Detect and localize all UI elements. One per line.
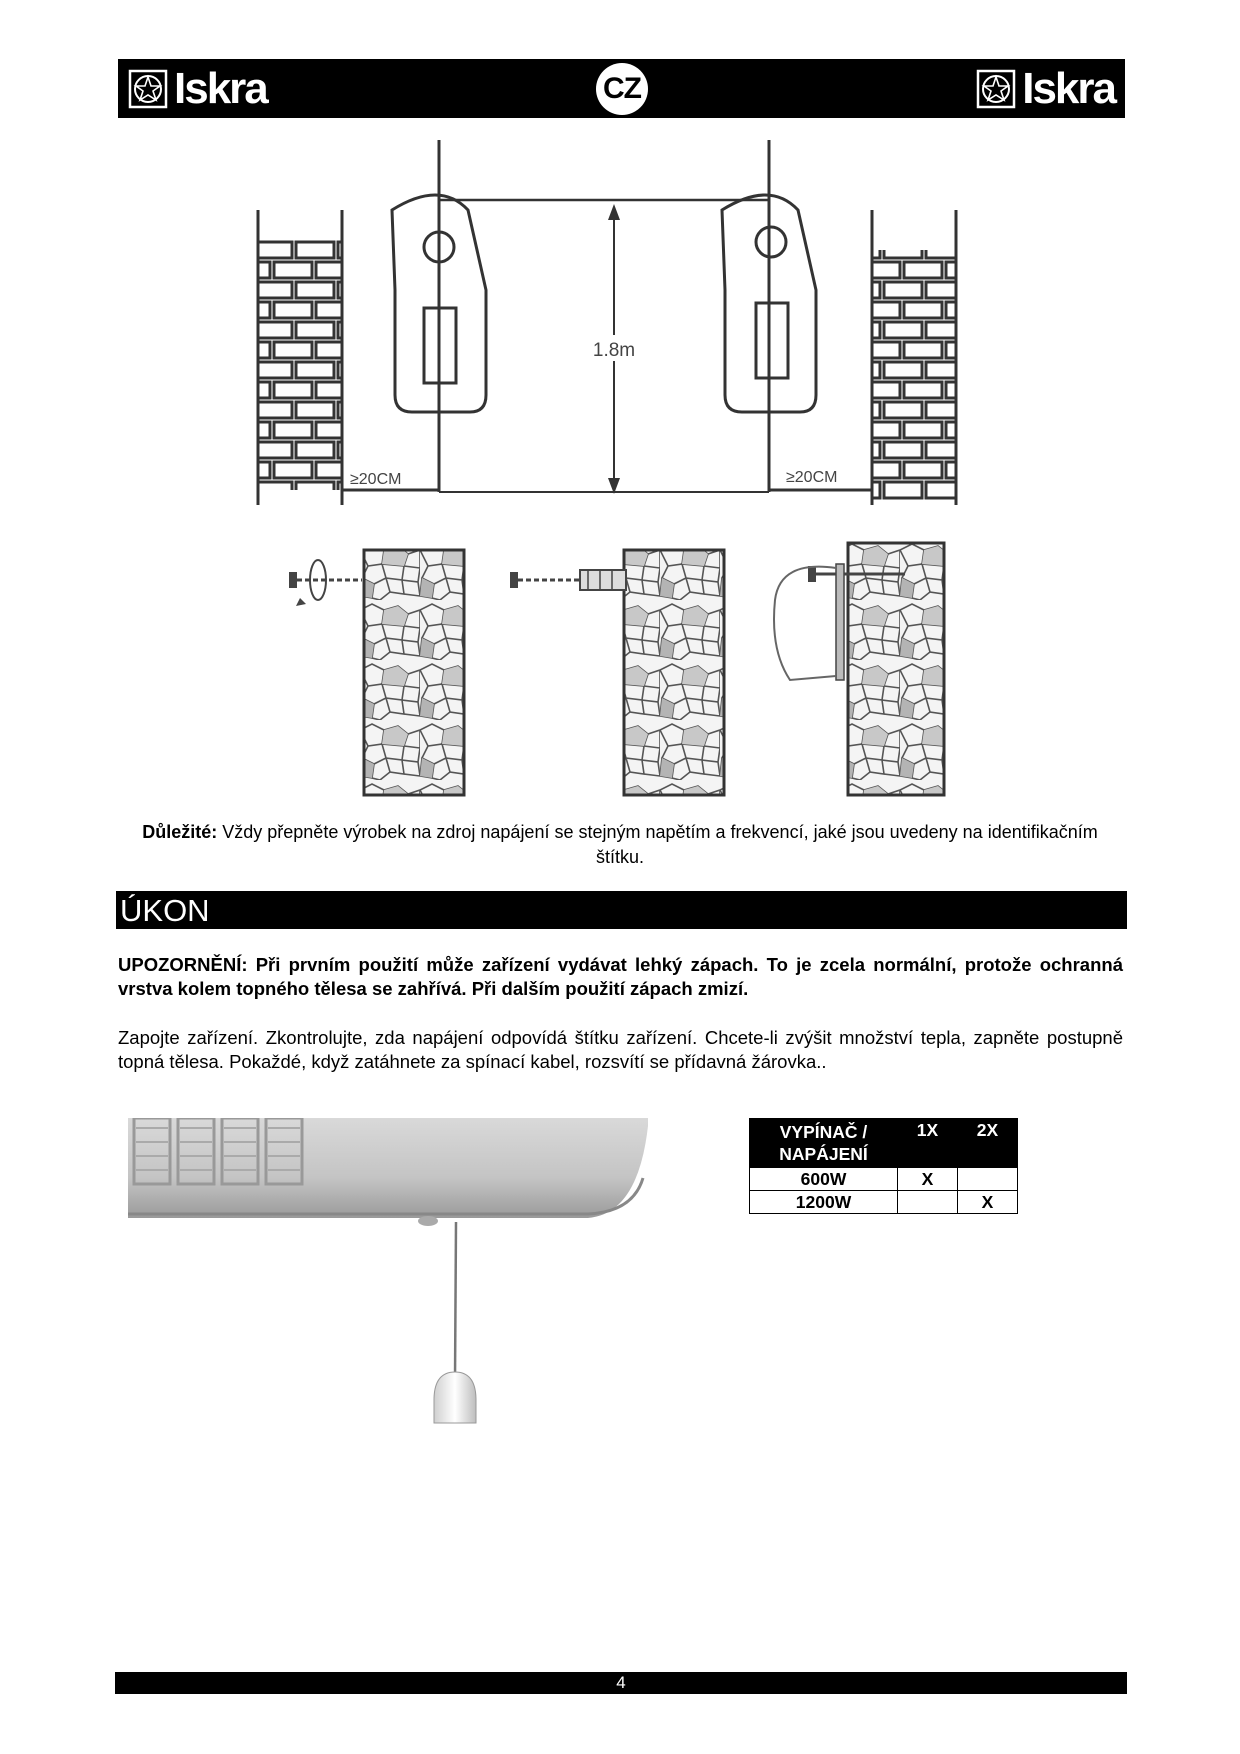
power-switch-table [749,1118,1018,1214]
brick-wall-left [258,240,342,490]
table-header-cell: VYPÍNAČ / NAPÁJENÍ [750,1119,898,1168]
brand-name-right: Iskra [1022,64,1115,113]
drill-icon [289,560,362,606]
brand-logo-left [128,64,267,113]
right-clearance-label: ≥20CM [786,469,838,486]
table-row [750,1191,1018,1214]
table-cell [898,1191,958,1214]
header-bar [118,59,1125,118]
table-cell: 1200W [750,1191,898,1214]
table-header-row [750,1119,1018,1168]
height-dimension-label: 1.8m [592,340,636,361]
mounting-diagram [0,130,1240,800]
stone-wall-step-3 [848,543,944,795]
page-number: 4 [616,1673,626,1692]
table-row [750,1168,1018,1191]
language-badge: CZ [596,63,648,115]
wall-bracket-right [722,195,816,412]
table-cell: 600W [750,1168,898,1191]
heater-pull-cord-photo [128,1118,648,1478]
important-text: Vždy přepněte výrobek na zdroj napájení se stejným napětím a frekvencí, jaké jsou uvedeny na identifikačním štítku. [217,822,1098,867]
important-label: Důležité: [142,822,218,842]
warning-paragraph: UPOZORNĚNÍ: Při prvním použití může zařízení vydávat lehký zápach. To je zcela normální, protože ochranná vrstva kolem topného tělesa se zahřívá. Při dalším použití zápach zmizí. [118,954,1123,999]
table-header-cell: 2X [958,1119,1018,1168]
footer-bar [115,1672,1127,1694]
table-cell: X [898,1168,958,1191]
stone-wall-step-2 [624,550,724,795]
brand-name-left: Iskra [174,64,267,113]
stone-wall-step-1 [364,550,464,795]
brick-wall-right [872,250,956,500]
dowel-icon [510,570,626,590]
left-clearance-label: ≥20CM [350,471,402,488]
section-header-bar [116,891,1127,929]
iskra-star-icon [976,69,1016,109]
table-cell: X [958,1191,1018,1214]
important-notice [130,820,1110,870]
iskra-star-icon [128,69,168,109]
table-header-cell: 1X [898,1119,958,1168]
instructions-paragraph: Zapojte zařízení. Zkontrolujte, zda napájení odpovídá štítku zařízení. Chcete-li zvýšit množství tepla, zapněte postupně topná tělesa. Pokaždé, když zatáhnete za spínací kabel, rozsvítí se přídavná žárovka.. [118,1027,1123,1072]
table-cell [958,1168,1018,1191]
section-title: ÚKON [120,893,210,928]
brand-logo-right [976,64,1115,113]
